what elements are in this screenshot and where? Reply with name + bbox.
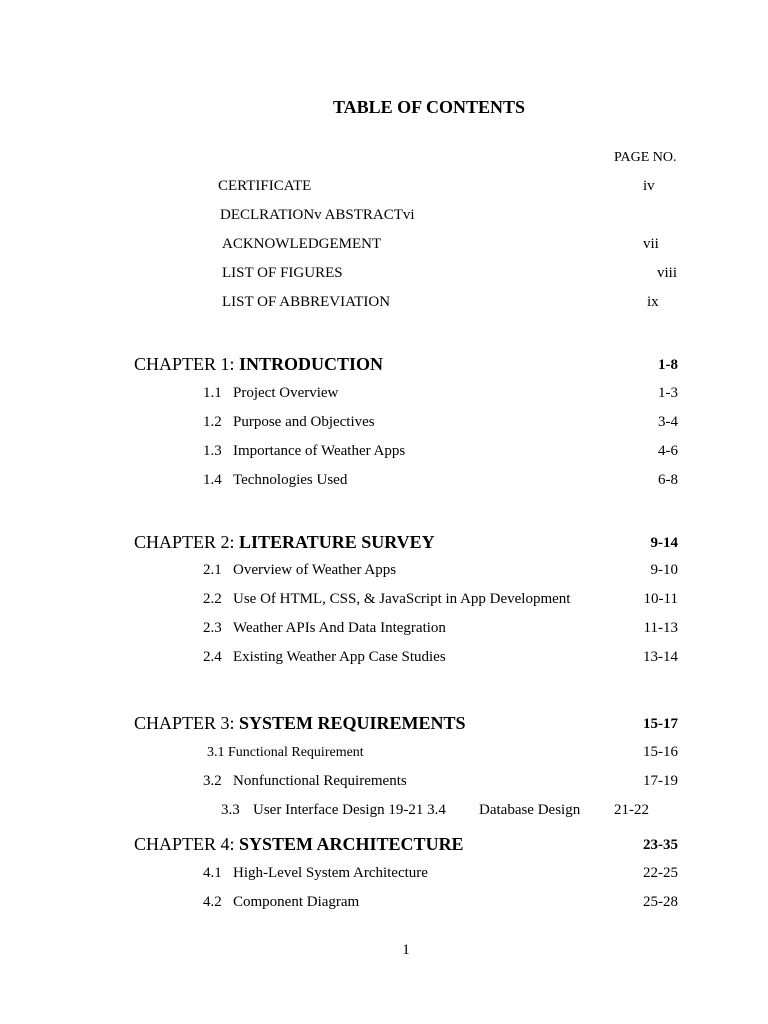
section-pages: 9-10: [650, 562, 678, 578]
section-pages: 11-13: [643, 620, 678, 636]
toc-section: [203, 591, 570, 608]
chapter-1-prefix: CHAPTER 1:: [134, 354, 235, 374]
toc-section: [203, 472, 347, 489]
chapter-2-pages: 9-14: [650, 535, 678, 551]
footer-page-number: 1: [402, 942, 410, 958]
section-title: Functional Requirement: [228, 745, 364, 760]
section-pages: 13-14: [643, 649, 678, 665]
section-title: Component Diagram: [233, 894, 360, 910]
section-pages: 6-8: [658, 472, 678, 488]
section-title: Project Overview: [233, 385, 339, 401]
toc-section: [203, 894, 359, 911]
chapter-3-pages: 15-17: [643, 716, 678, 732]
page-no-header: PAGE NO.: [614, 150, 677, 165]
section-pages: 3-4: [658, 414, 678, 430]
section-pages: 1-3: [658, 385, 678, 401]
toc-page-list-of-figures: viii: [657, 265, 678, 281]
toc-section: [203, 773, 407, 790]
toc-entry-acknowledgement: ACKNOWLEDGEMENT: [222, 236, 382, 252]
chapter-1-pages: 1-8: [658, 357, 678, 373]
chapter-2-prefix: CHAPTER 2:: [134, 532, 235, 552]
section-title: Existing Weather App Case Studies: [233, 649, 446, 665]
section-pages: 17-19: [643, 773, 678, 789]
toc-page-certificate: iv: [643, 178, 655, 194]
toc-entry-certificate: CERTIFICATE: [218, 178, 312, 194]
section-pages: 25-28: [643, 894, 678, 910]
chapter-3-prefix: CHAPTER 3:: [134, 713, 235, 733]
toc-section: [203, 443, 405, 460]
toc-section: [203, 414, 375, 431]
section-number: 2.2: [203, 591, 222, 607]
toc-section: [207, 745, 364, 761]
section-title: High-Level System Architecture: [233, 865, 428, 881]
section-number: 1.3: [203, 443, 222, 459]
section-title: Use Of HTML, CSS, & JavaScript in App Development: [233, 591, 571, 607]
section-number: 3.3: [221, 802, 240, 818]
chapter-1-heading: [134, 354, 383, 375]
toc-page-list-of-abbreviation: ix: [647, 294, 659, 310]
toc-entry-declaration-abstract: DECLRATIONv ABSTRACTvi: [220, 207, 415, 223]
section-number: 3.1: [207, 745, 225, 760]
toc-section: [203, 865, 428, 882]
section-number: 1.2: [203, 414, 222, 430]
section-title-database-design: Database Design: [479, 802, 581, 818]
section-pages: 22-25: [643, 865, 678, 881]
section-number: 2.4: [203, 649, 222, 665]
section-number: 2.1: [203, 562, 222, 578]
section-number: 4.1: [203, 865, 222, 881]
chapter-3-heading: [134, 713, 466, 734]
chapter-2-name: LITERATURE SURVEY: [239, 532, 435, 552]
toc-section: [203, 385, 338, 402]
section-pages: 15-16: [643, 744, 678, 760]
chapter-2-heading: [134, 532, 435, 553]
chapter-1-name: INTRODUCTION: [239, 354, 384, 374]
section-number: 1.1: [203, 385, 222, 401]
section-pages: 21-22: [614, 802, 649, 818]
chapter-4-prefix: CHAPTER 4:: [134, 834, 235, 854]
section-title: Weather APIs And Data Integration: [233, 620, 446, 636]
chapter-4-heading: [134, 834, 464, 855]
section-title: Purpose and Objectives: [233, 414, 375, 430]
chapter-3-name: SYSTEM REQUIREMENTS: [239, 713, 466, 733]
section-title: Importance of Weather Apps: [233, 443, 406, 459]
chapter-4-pages: 23-35: [643, 837, 678, 853]
chapter-4-name: SYSTEM ARCHITECTURE: [239, 834, 464, 854]
page-title: TABLE OF CONTENTS: [332, 97, 526, 117]
section-number: 1.4: [203, 472, 222, 488]
section-title: Nonfunctional Requirements: [233, 773, 407, 789]
toc-section: [203, 620, 446, 637]
toc-section: [203, 649, 446, 666]
toc-entry-list-of-figures: LIST OF FIGURES: [222, 265, 343, 281]
section-pages: 10-11: [643, 591, 678, 607]
section-number: 2.3: [203, 620, 222, 636]
section-title: Overview of Weather Apps: [233, 562, 397, 578]
toc-section-merged: [221, 802, 446, 819]
section-pages: 4-6: [658, 443, 678, 459]
section-title: Technologies Used: [233, 472, 348, 488]
toc-section: [203, 562, 396, 579]
section-number: 3.2: [203, 773, 222, 789]
toc-entry-list-of-abbreviation: LIST OF ABBREVIATION: [222, 294, 391, 310]
section-title: User Interface Design 19-21 3.4: [253, 802, 446, 818]
section-number: 4.2: [203, 894, 222, 910]
toc-page-acknowledgement: vii: [643, 236, 659, 252]
